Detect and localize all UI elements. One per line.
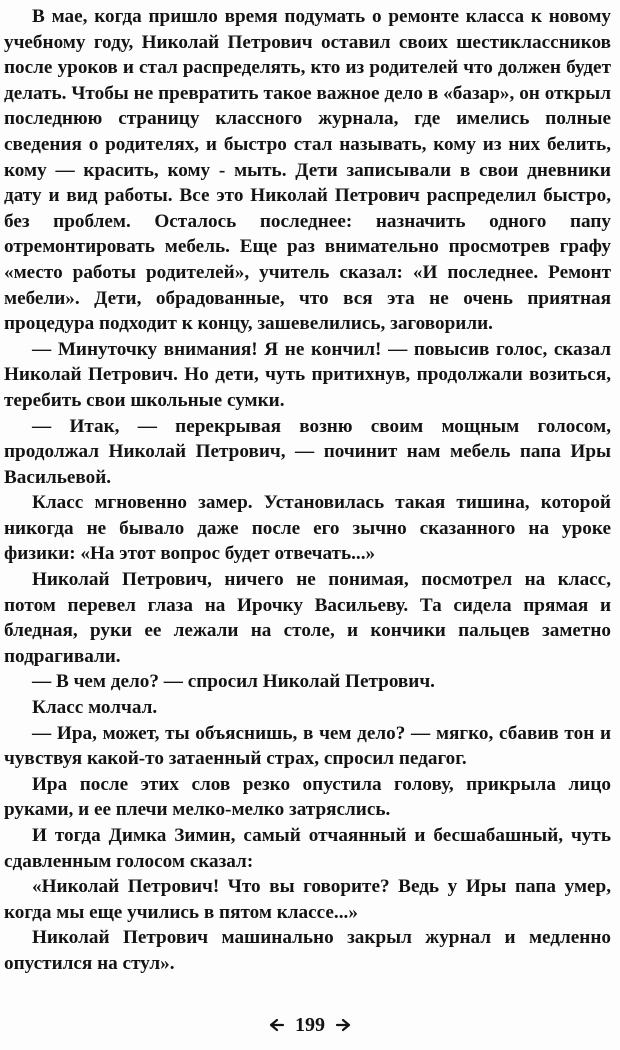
paragraph: Ира после этих слов резко опустила голову, прикрыла лицо руками, и ее плечи мелко-мелко затряслись. (4, 773, 611, 821)
paragraph: И тогда Димка Зимин, самый отчаянный и бесшабашный, чуть сдавленным голосом сказал: (4, 825, 611, 872)
paragraph: «Николай Петрович! Что вы говорите? Ведь у Иры папа умер, когда мы еще учились в пятом классе...» (4, 876, 611, 923)
paragraph: Николай Петрович, ничего не понимая, посмотрел на класс, потом перевел глаза на Ирочку Васильеву. Та сидела прямая и бледная, руки ее лежали на столе, и кончики пальцев заметно подрагивали. (4, 569, 611, 667)
body-text (4, 4, 611, 977)
paragraph: — Ира, может, ты объяснишь, в чем дело? — мягко, сбавив тон и чувствуя какой-то затаенный страх, спросил педагог. (4, 722, 611, 770)
paragraph: В мае, когда пришло время подумать о ремонте класса к новому учебному году, Николай Петрович оставил своих шестиклассников после уроков и стал распределять, кто из родителей что должен будет делать. Чтобы не превратить такое важное дело в «базар», он открыл последнюю страницу классного журнала, где имелись полные сведения о родителях, и быстро стал называть, кому из них белить, кому — красить, кому - мыть. Дети записывали в свои дневники дату и вид работы. Все это Николай Петрович распределил быстро, без проблем. Осталось последнее: назначить одного папу отремонтировать мебель. Еще раз внимательно просмотрев графу «место работы родителей», учитель сказал: «И последнее. Ремонт мебели». Дети, обрадованные, что вся эта не очень приятная процедура подходит к концу, зашевелились, заговорили. (4, 6, 611, 335)
paragraph: — Минуточку внимания! Я не кончил! — повысив голос, сказал Николай Петрович. Но дети, чуть притихнув, продолжали возиться, теребить свои школьные сумки. (4, 338, 611, 411)
paragraph: — Итак, — перекрывая возню своим мощным голосом, продолжал Николай Петрович, — починит нам мебель папа Иры Васильевой. (4, 415, 611, 488)
paragraph: Класс мгновенно замер. Установилась такая тишина, которой никогда не бывало даже после его зычно сказанного на уроке физики: «На этот вопрос будет отвечать...» (4, 492, 611, 565)
page-number: 199 (295, 1013, 325, 1036)
paragraph: — В чем дело? — спросил Николай Петрович. (32, 671, 435, 693)
left-arrow-ornament-icon (269, 1017, 285, 1033)
right-arrow-ornament-icon (335, 1017, 351, 1033)
paragraph: Николай Петрович машинально закрыл журнал и медленно опустился на стул». (4, 927, 611, 974)
paragraph: Класс молчал. (32, 697, 158, 719)
page-footer (0, 1010, 620, 1040)
